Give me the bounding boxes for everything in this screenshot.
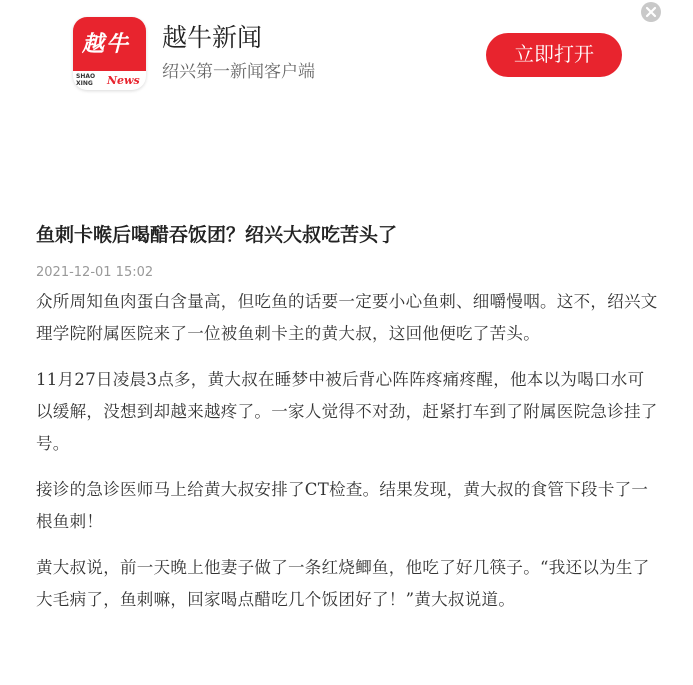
app-logo-subtext	[76, 73, 95, 87]
app-download-banner	[0, 0, 693, 110]
app-slogan: 绍兴第一新闻客户端	[162, 62, 315, 82]
article	[36, 220, 658, 616]
close-banner-button[interactable]	[641, 2, 661, 22]
app-logo-glyphs: 越牛	[82, 31, 131, 57]
article-date: 2021-12-01 15:02	[36, 265, 154, 280]
app-name: 越牛新闻	[162, 23, 263, 52]
article-paragraph: 接诊的急诊医师马上给黄大叔安排了CT检查。结果发现，黄大叔的食管下段卡了一根鱼刺！	[36, 480, 649, 531]
app-logo-news-text: News	[107, 74, 140, 87]
article-paragraph: 11月27日凌晨3点多，黄大叔在睡梦中被后背心阵阵疼痛疼醒，他本以为喝口水可以缓解，没想到却越来越疼了。一家人觉得不对劲，赶紧打车到了附属医院急诊挂了号。	[36, 370, 658, 453]
app-logo-icon[interactable]	[73, 17, 146, 90]
close-icon	[641, 2, 661, 22]
article-paragraph: 黄大叔说，前一天晚上他妻子做了一条红烧鲫鱼，他吃了好几筷子。“我还以为生了大毛病了，鱼刺嘛，回家喝点醋吃几个饭团好了！”黄大叔说道。	[36, 558, 650, 609]
article-paragraph: 众所周知鱼肉蛋白含量高，但吃鱼的话要一定要小心鱼刺、细嚼慢咽。这不，绍兴文理学院附属医院来了一位被鱼刺卡主的黄大叔，这回他便吃了苦头。	[36, 292, 658, 343]
app-logo-subtext-1: SHAO	[76, 73, 96, 80]
open-app-button[interactable]: 立即打开	[486, 33, 622, 77]
app-logo-subtext-2: XING	[76, 80, 93, 87]
article-title: 鱼刺卡喉后喝醋吞饭团？绍兴大叔吃苦头了	[36, 224, 398, 246]
